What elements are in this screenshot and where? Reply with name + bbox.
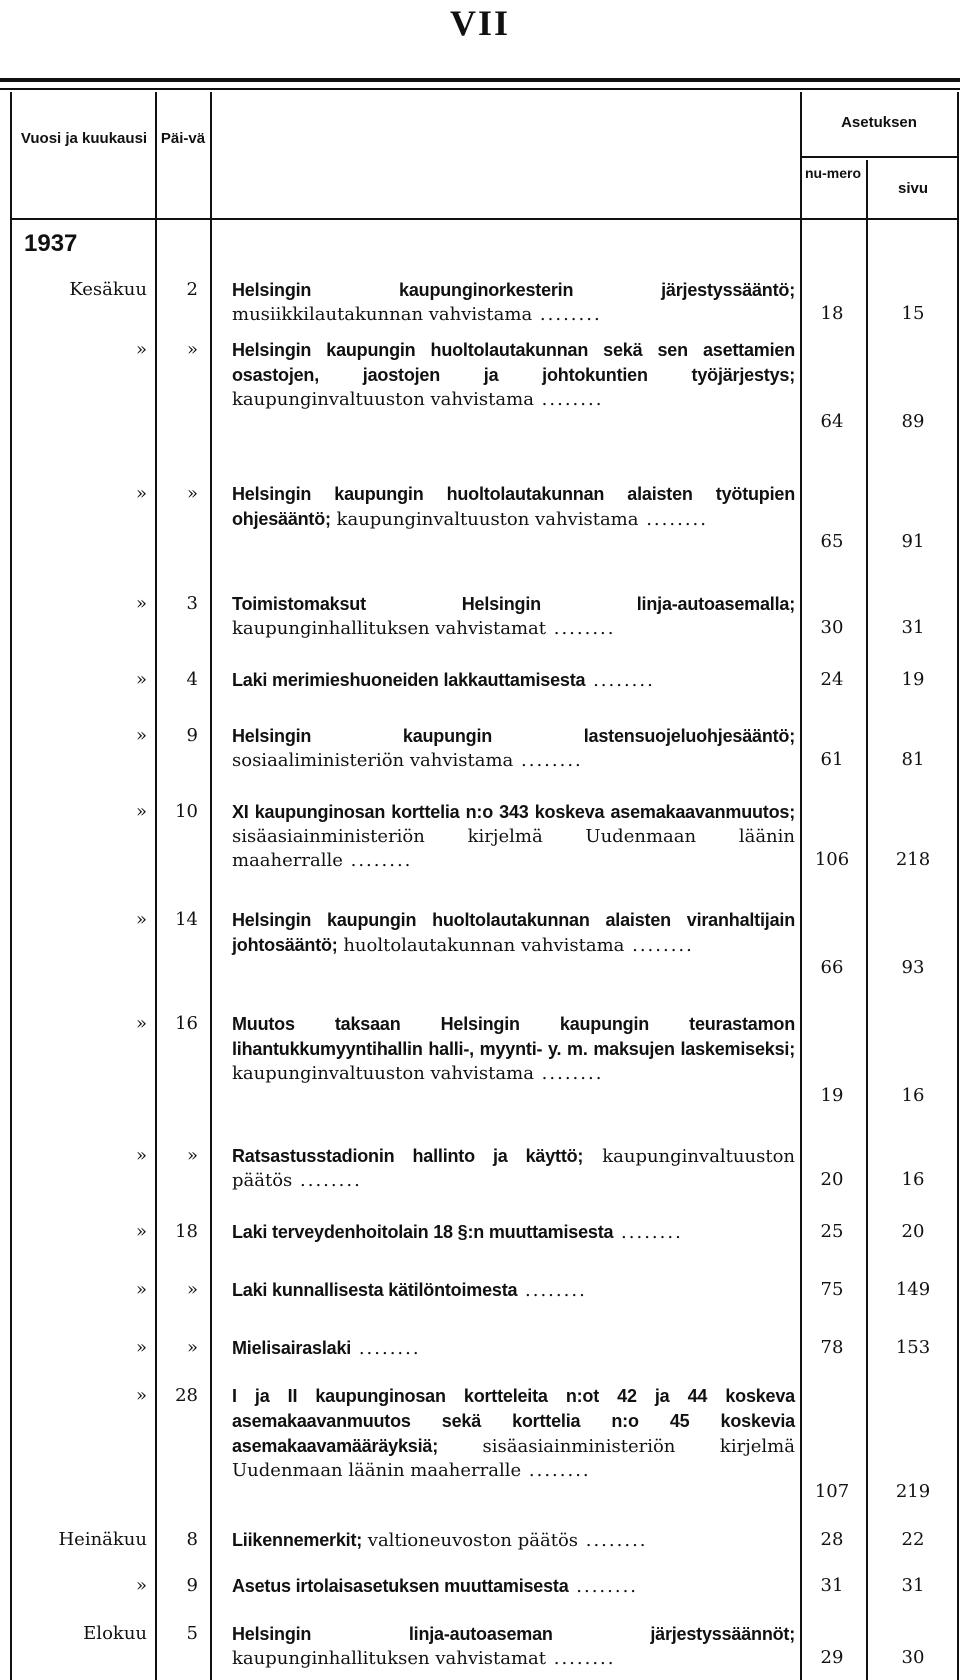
cell-page: 16 bbox=[901, 1169, 925, 1190]
title-main: Helsingin kaupungin huoltolautakunnan sekä sen asettamien osastojen, jaostojen ja johtokuntien työjärjestys; bbox=[232, 340, 795, 385]
cell-number: 18 bbox=[820, 303, 844, 324]
cell-page: 81 bbox=[901, 749, 925, 770]
cell-page: 91 bbox=[901, 531, 925, 552]
cell-number: 25 bbox=[820, 1221, 844, 1242]
leader-dots: ........ bbox=[624, 935, 694, 956]
header-bottom-rule bbox=[10, 218, 958, 220]
cell-number: 65 bbox=[820, 531, 844, 552]
title-main: Ratsastusstadionin hallinto ja käyttö; bbox=[232, 1146, 584, 1166]
table-row bbox=[0, 908, 960, 980]
cell-page: 149 bbox=[895, 1279, 931, 1300]
header-year-month bbox=[14, 128, 154, 150]
table-row bbox=[0, 1528, 960, 1552]
leader-dots: ........ bbox=[517, 1280, 587, 1301]
cell-number: 20 bbox=[820, 1169, 844, 1190]
cell-page: 31 bbox=[901, 1575, 925, 1596]
cell-title bbox=[232, 668, 795, 693]
cell-month: » bbox=[135, 1385, 147, 1406]
leader-dots: ........ bbox=[568, 1576, 639, 1597]
cell-title bbox=[232, 908, 795, 958]
cell-day: » bbox=[186, 339, 198, 360]
cell-day: 28 bbox=[175, 1385, 198, 1406]
cell-month: Elokuu bbox=[83, 1623, 147, 1644]
cell-month: » bbox=[135, 1013, 147, 1034]
title-main: Helsingin kaupungin huoltolautakunnan alaisten viranhaltijain johtosääntö; bbox=[232, 910, 795, 955]
cell-page: 31 bbox=[901, 617, 925, 638]
cell-number: 24 bbox=[820, 669, 844, 690]
cell-page: 30 bbox=[901, 1647, 925, 1668]
cell-number: 30 bbox=[820, 617, 844, 638]
cell-title bbox=[232, 800, 795, 873]
header-decree: Asetuksen bbox=[841, 114, 917, 131]
cell-title bbox=[232, 1574, 795, 1599]
cell-day: 14 bbox=[175, 909, 198, 930]
title-main: Laki merimieshuoneiden lakkauttamisesta bbox=[232, 670, 586, 690]
leader-dots: ........ bbox=[292, 1170, 362, 1191]
title-main: Mielisairaslaki bbox=[232, 1338, 352, 1358]
header-day bbox=[156, 128, 210, 150]
cell-title bbox=[232, 592, 795, 641]
cell-day: 9 bbox=[186, 725, 198, 746]
cell-month: » bbox=[135, 801, 147, 822]
cell-day: 10 bbox=[175, 801, 198, 822]
cell-title bbox=[232, 724, 795, 773]
title-note: kaupunginvaltuuston päätös bbox=[232, 1146, 796, 1191]
title-note: sisäasiainministeriön kirjelmä Uudenmaan läänin maaherralle bbox=[232, 826, 795, 871]
title-main: Muutos taksaan Helsingin kaupungin teurastamon lihantukkumyyntihallin halli-, myynti- y. m. maksujen laskemiseksi; bbox=[232, 1014, 795, 1059]
cell-title bbox=[232, 1144, 795, 1193]
table-row bbox=[0, 482, 960, 554]
cell-title bbox=[232, 1278, 795, 1303]
cell-number: 19 bbox=[820, 1085, 844, 1106]
cell-page: 15 bbox=[901, 303, 925, 324]
title-main: Liikennemerkit; bbox=[232, 1530, 363, 1550]
cell-month: » bbox=[135, 725, 147, 746]
title-main: Toimistomaksut Helsingin linja-autoasemalla; bbox=[232, 594, 795, 614]
header-page: sivu bbox=[897, 180, 928, 197]
cell-month: » bbox=[135, 1279, 147, 1300]
title-note: sosiaaliministeriön vahvistama bbox=[232, 750, 514, 771]
cell-page: 22 bbox=[901, 1529, 925, 1550]
title-note: valtioneuvoston päätös bbox=[362, 1530, 579, 1551]
cell-number: 29 bbox=[820, 1647, 844, 1668]
table-row bbox=[0, 668, 960, 692]
title-note: kaupunginvaltuuston vahvistama bbox=[232, 1063, 534, 1084]
cell-page: 219 bbox=[895, 1481, 931, 1502]
cell-title bbox=[232, 1528, 795, 1553]
cell-day: » bbox=[186, 1337, 198, 1358]
table-row bbox=[0, 1220, 960, 1244]
title-note: kaupunginhallituksen vahvistamat bbox=[232, 618, 546, 639]
cell-title bbox=[232, 1012, 795, 1086]
table-row bbox=[0, 338, 960, 434]
cell-month: » bbox=[135, 1145, 147, 1166]
title-main: Helsingin linja-autoaseman järjestyssäännöt; bbox=[232, 1624, 795, 1644]
cell-page: 153 bbox=[895, 1337, 931, 1358]
leader-dots: ........ bbox=[613, 1222, 683, 1243]
cell-month: » bbox=[135, 483, 147, 504]
title-main: Laki terveydenhoitolain 18 §:n muuttamisesta bbox=[232, 1222, 614, 1242]
cell-day: 16 bbox=[175, 1013, 198, 1034]
cell-day: 5 bbox=[186, 1623, 198, 1644]
table-row bbox=[0, 1574, 960, 1598]
header-day-text: Päi-vä bbox=[160, 130, 206, 147]
title-main: XI kaupunginosan korttelia n:o 343 koskeva asemakaavanmuutos; bbox=[232, 802, 795, 822]
table-row bbox=[0, 1278, 960, 1302]
header-year-month-text: Vuosi ja kuukausi bbox=[20, 130, 148, 147]
table-row bbox=[0, 1144, 960, 1192]
cell-page: 93 bbox=[901, 957, 925, 978]
cell-page: 218 bbox=[895, 849, 931, 870]
title-note: kaupunginhallituksen vahvistamat bbox=[232, 1648, 546, 1669]
table-row bbox=[0, 724, 960, 772]
table-row bbox=[0, 1012, 960, 1108]
table-row bbox=[0, 278, 960, 326]
leader-dots: ........ bbox=[546, 618, 616, 639]
year-heading: 1937 bbox=[24, 230, 78, 257]
cell-month: Heinäkuu bbox=[58, 1529, 147, 1550]
cell-number: 61 bbox=[820, 749, 844, 770]
title-note: sisäasiainministeriön kirjelmä Uudenmaan läänin maaherralle bbox=[232, 1436, 795, 1481]
cell-day: » bbox=[186, 1145, 198, 1166]
leader-dots: ........ bbox=[533, 1063, 604, 1084]
header-subdivider bbox=[800, 156, 958, 158]
leader-dots: ........ bbox=[342, 850, 413, 871]
page-number: VII bbox=[449, 3, 511, 43]
title-main: Helsingin kaupunginorkesterin järjestyssääntö; bbox=[232, 280, 795, 300]
cell-title bbox=[232, 1220, 795, 1245]
header-number: nu-mero bbox=[805, 165, 861, 181]
cell-day: 9 bbox=[186, 1575, 198, 1596]
table-row bbox=[0, 1336, 960, 1360]
cell-month: » bbox=[135, 1337, 147, 1358]
title-main: Helsingin kaupungin huoltolautakunnan alaisten työtupien ohjesääntö; bbox=[232, 484, 795, 529]
cell-page: 20 bbox=[901, 1221, 925, 1242]
table-row bbox=[0, 592, 960, 640]
cell-day: 18 bbox=[175, 1221, 198, 1242]
cell-number: 64 bbox=[820, 411, 844, 432]
leader-dots: ........ bbox=[532, 304, 602, 325]
cell-title bbox=[232, 482, 795, 532]
cell-number: 75 bbox=[820, 1279, 844, 1300]
title-note: musiikkilautakunnan vahvistama bbox=[232, 304, 533, 325]
cell-month: » bbox=[135, 593, 147, 614]
leader-dots: ........ bbox=[351, 1338, 421, 1359]
cell-day: » bbox=[186, 483, 198, 504]
title-note: kaupunginvaltuuston vahvistama bbox=[330, 509, 639, 530]
leader-dots: ........ bbox=[521, 1460, 591, 1481]
title-main: I ja II kaupunginosan kortteleita n:ot 42 ja 44 koskeva asemakaavanmuutos sekä korttelia n:o 45 koskevia asemakaavamääräyksiä; bbox=[232, 1386, 795, 1456]
cell-month: » bbox=[135, 909, 147, 930]
cell-number: 78 bbox=[820, 1337, 844, 1358]
title-note: kaupunginvaltuuston vahvistama bbox=[232, 389, 534, 410]
cell-month: » bbox=[135, 339, 147, 360]
title-main: Laki kunnallisesta kätilöntoimesta bbox=[232, 1280, 518, 1300]
cell-page: 16 bbox=[901, 1085, 925, 1106]
table-row bbox=[0, 800, 960, 872]
leader-dots: ........ bbox=[578, 1530, 648, 1551]
cell-month: » bbox=[135, 1221, 147, 1242]
cell-number: 106 bbox=[814, 849, 850, 870]
cell-month: Kesäkuu bbox=[69, 279, 147, 300]
title-main: Asetus irtolaisasetuksen muuttamisesta bbox=[232, 1576, 569, 1596]
cell-day: 3 bbox=[186, 593, 198, 614]
title-main: Helsingin kaupungin lastensuojeluohjesääntö; bbox=[232, 726, 795, 746]
table-row bbox=[0, 1622, 960, 1670]
cell-title bbox=[232, 278, 795, 327]
cell-day: 4 bbox=[186, 669, 198, 690]
leader-dots: ........ bbox=[585, 670, 655, 691]
cell-number: 28 bbox=[820, 1529, 844, 1550]
table-row bbox=[0, 1384, 960, 1504]
cell-page: 19 bbox=[901, 669, 925, 690]
top-rule-thin bbox=[0, 88, 960, 90]
top-rule bbox=[0, 78, 960, 82]
cell-title bbox=[232, 1384, 795, 1483]
cell-page: 89 bbox=[901, 411, 925, 432]
cell-title bbox=[232, 338, 795, 412]
leader-dots: ........ bbox=[533, 389, 604, 410]
cell-month: » bbox=[135, 669, 147, 690]
cell-number: 107 bbox=[814, 1481, 850, 1502]
cell-month: » bbox=[135, 1575, 147, 1596]
leader-dots: ........ bbox=[546, 1648, 616, 1669]
cell-number: 31 bbox=[820, 1575, 844, 1596]
leader-dots: ........ bbox=[513, 750, 583, 771]
cell-day: » bbox=[186, 1279, 198, 1300]
leader-dots: ........ bbox=[638, 509, 708, 530]
title-note: huoltolautakunnan vahvistama bbox=[337, 935, 625, 956]
cell-day: 8 bbox=[186, 1529, 198, 1550]
cell-number: 66 bbox=[820, 957, 844, 978]
cell-title bbox=[232, 1622, 795, 1671]
cell-title bbox=[232, 1336, 795, 1361]
cell-day: 2 bbox=[186, 279, 198, 300]
